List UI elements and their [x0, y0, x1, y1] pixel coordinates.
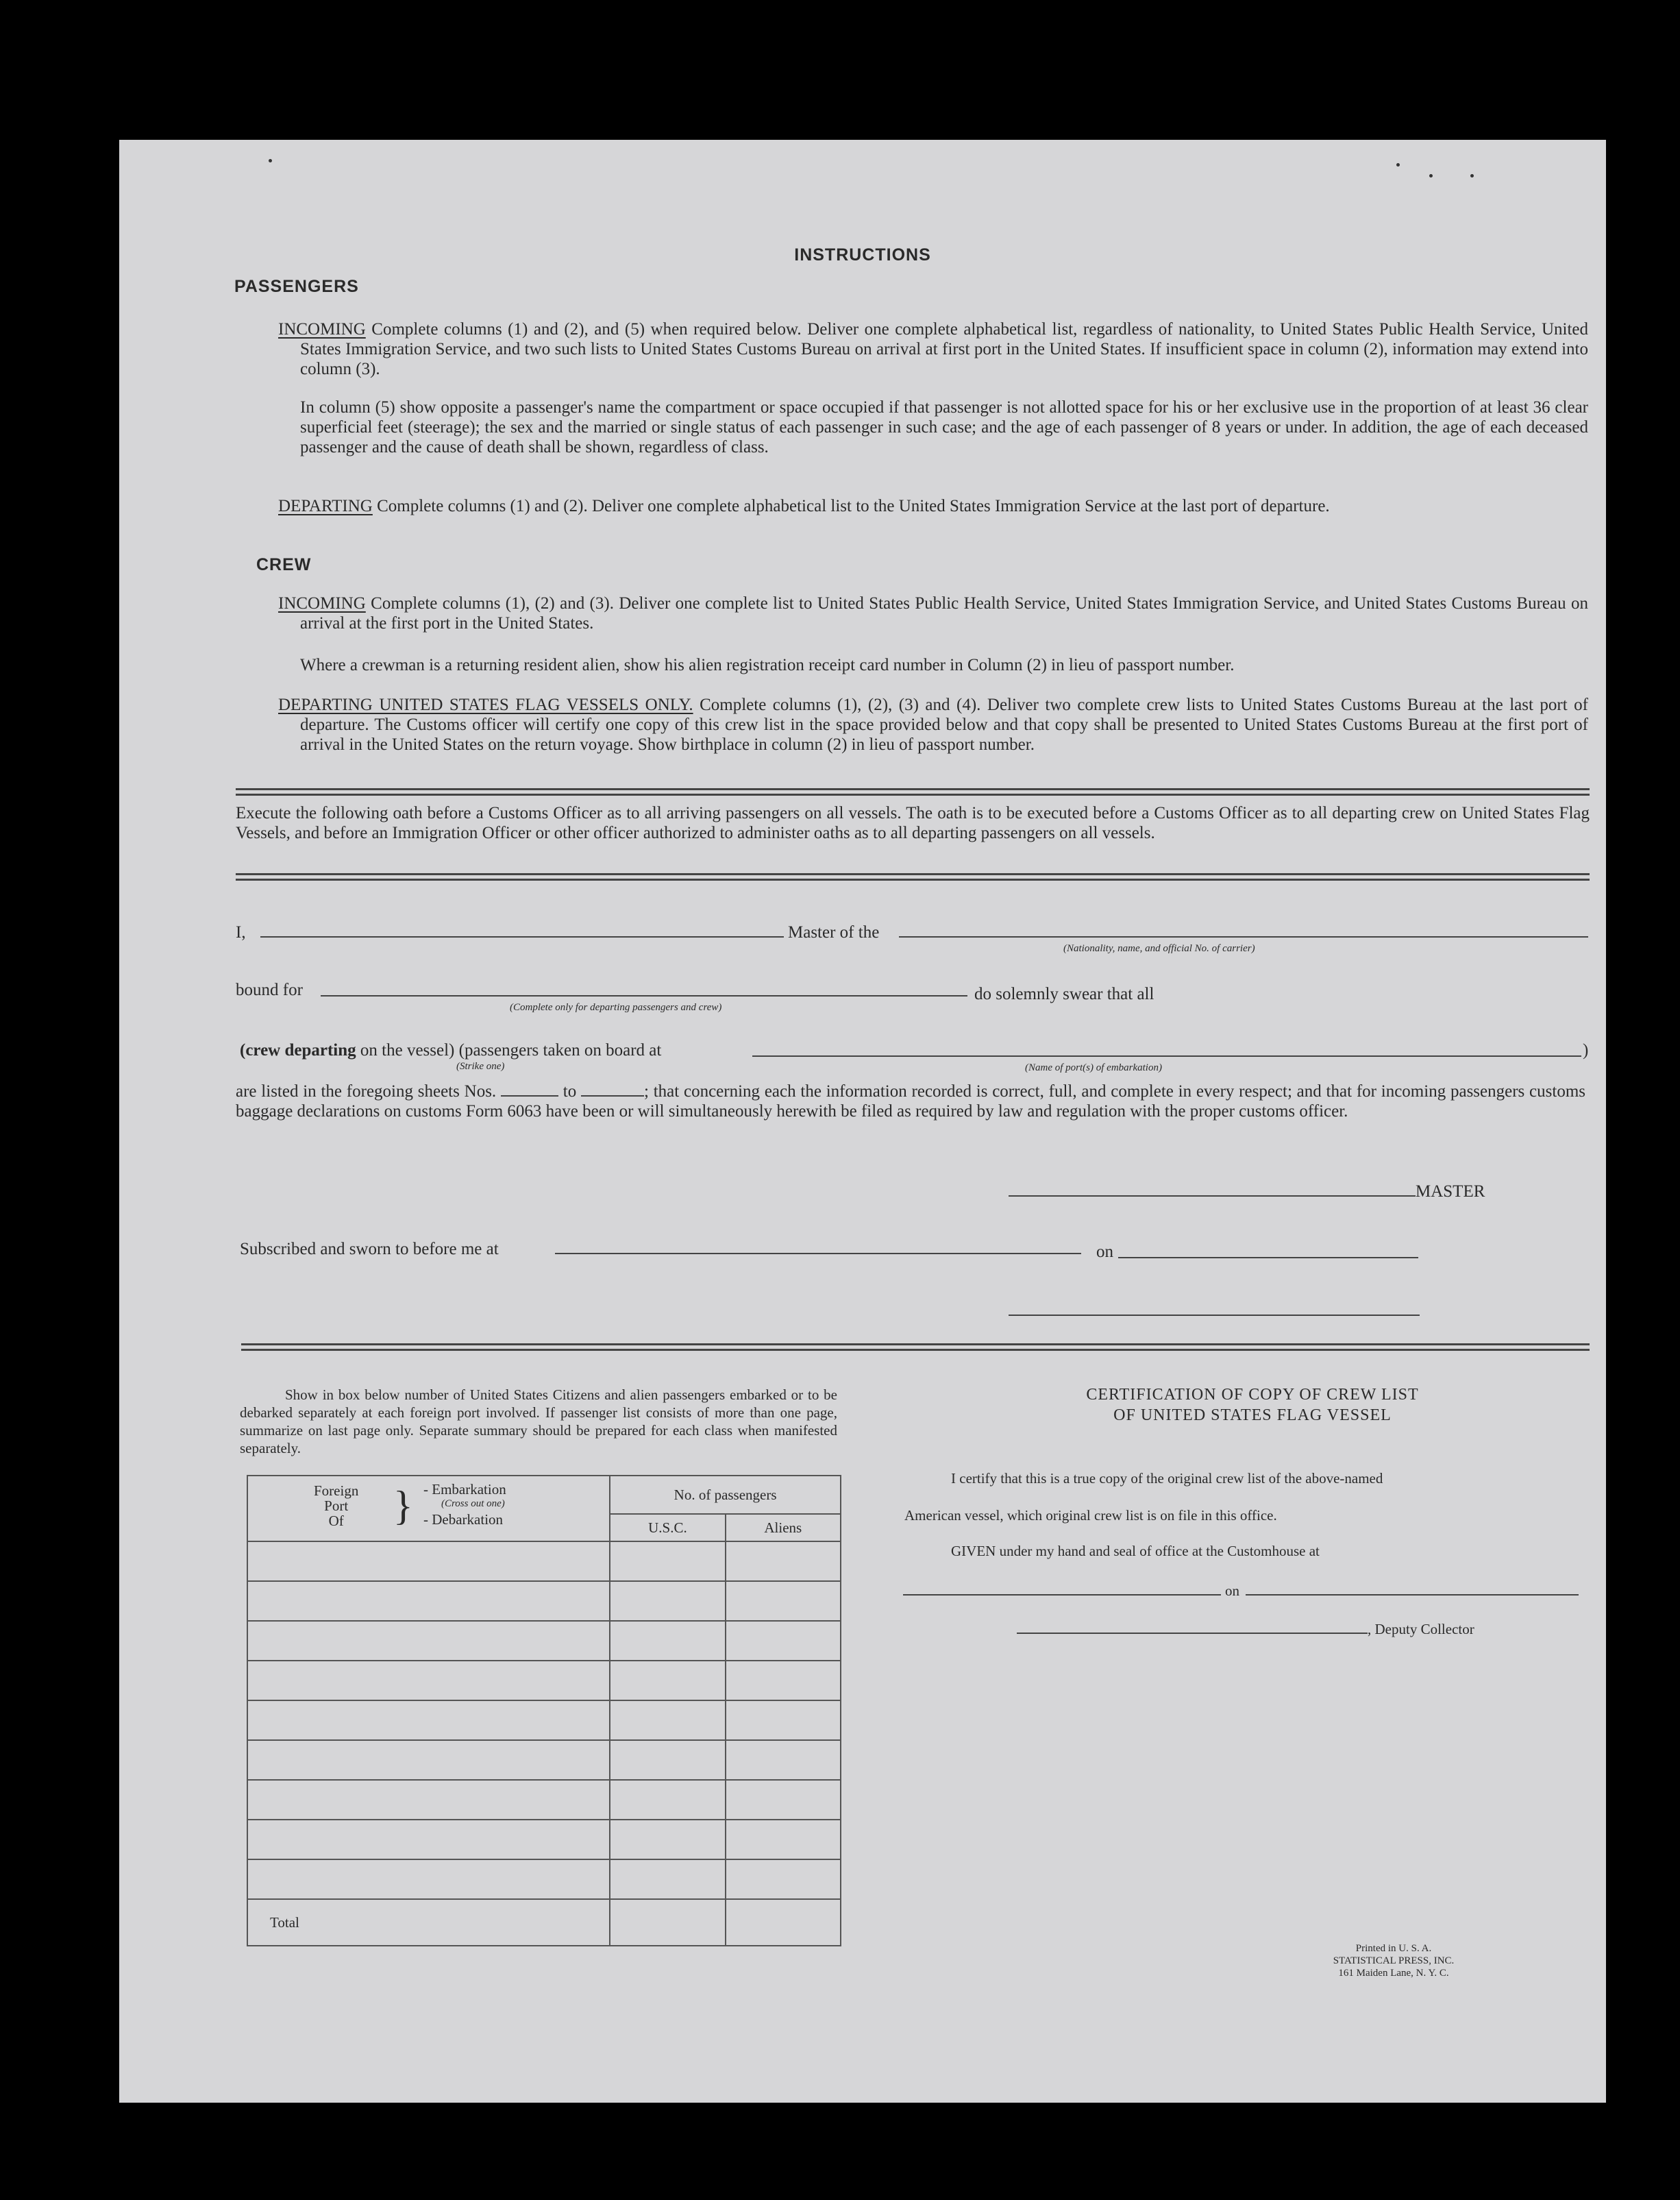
- usc-cell[interactable]: [610, 1820, 725, 1859]
- crew-incoming-paragraph: [278, 594, 1588, 633]
- crew-departing-line: [240, 1040, 661, 1060]
- passengers-taken-label: (passengers taken on board at: [458, 1041, 662, 1060]
- scan-speck: [1429, 174, 1433, 178]
- bound-for-field[interactable]: [321, 995, 967, 997]
- table-row: [247, 1780, 841, 1820]
- incoming-label: INCOMING: [278, 320, 366, 339]
- subscribed-label: Subscribed and sworn to before me at: [240, 1240, 499, 1258]
- to-label: to: [563, 1082, 577, 1101]
- crewman-paragraph: Where a crewman is a returning resident alien, show his alien registration receipt card number in Column (2) in lieu of passport number.: [300, 656, 1235, 674]
- subscribed-date-field[interactable]: [1118, 1257, 1418, 1258]
- aliens-cell[interactable]: [726, 1780, 841, 1820]
- usc-cell[interactable]: [610, 1621, 725, 1661]
- aliens-cell[interactable]: [726, 1661, 841, 1700]
- aliens-cell[interactable]: [726, 1820, 841, 1859]
- crew-incoming-text: Complete columns (1), (2) and (3). Deliver one complete list to United States Public Health Service, United States Immigration Service, and United States Customs Bureau on arrival at the first port in the United States.: [300, 594, 1588, 633]
- aliens-cell[interactable]: [726, 1700, 841, 1740]
- double-rule: [236, 788, 1590, 796]
- debarkation-label: - Debarkation: [423, 1511, 504, 1528]
- solemnly-swear-label: do solemnly swear that all: [974, 985, 1154, 1003]
- usc-cell[interactable]: [610, 1859, 725, 1899]
- no-of-passengers-header: No. of passengers: [610, 1476, 841, 1514]
- strike-one-caption: (Strike one): [456, 1061, 505, 1072]
- listed-rest: ; that concerning each the information recorded is correct, full, and complete in every respect; and that for incoming passengers customs baggage declarations on customs Form 6063 have been or will simultaneously herewith be filed as required by law and regulation with the proper customs officer.: [236, 1082, 1586, 1121]
- usc-cell[interactable]: [610, 1581, 725, 1621]
- aliens-cell[interactable]: [726, 1859, 841, 1899]
- certification-on-label: on: [1225, 1582, 1239, 1599]
- foreign-port-of-label: Foreign Port Of: [314, 1482, 359, 1529]
- total-label: Total: [247, 1899, 610, 1946]
- double-rule: [241, 1343, 1590, 1351]
- oath-instructions: Execute the following oath before a Customs Officer as to all arriving passengers on all vessels. The oath is to be executed before a Customs Officer as to all departing crew on United States Flag Vessels, and before an Immigration Officer or other officer authorized to administer oaths as to all departing passengers on all vessels.: [236, 804, 1590, 842]
- aliens-cell[interactable]: [726, 1581, 841, 1621]
- departing-flag-paragraph: [278, 695, 1588, 755]
- table-row: [247, 1820, 841, 1859]
- scan-speck: [1396, 163, 1400, 167]
- certify-line2: American vessel, which original crew list is on file in this office.: [904, 1507, 1277, 1524]
- crew-heading: CREW: [256, 555, 312, 574]
- table-row: [247, 1661, 841, 1700]
- given-line: GIVEN under my hand and seal of office at the Customhouse at: [951, 1543, 1320, 1559]
- port-cell[interactable]: [247, 1859, 610, 1899]
- usc-cell[interactable]: [610, 1700, 725, 1740]
- master-name-field[interactable]: [260, 936, 784, 938]
- port-cell[interactable]: [247, 1661, 610, 1700]
- port-cell[interactable]: [247, 1820, 610, 1859]
- complete-only-caption: (Complete only for departing passengers and crew): [510, 1002, 722, 1013]
- master-signature-field[interactable]: [1009, 1195, 1416, 1197]
- crew-departing-label: (crew departing: [240, 1041, 356, 1060]
- listed-paragraph: [236, 1081, 1585, 1121]
- table-row: [247, 1541, 841, 1581]
- total-aliens-cell[interactable]: [726, 1899, 841, 1946]
- crew-incoming-label: INCOMING: [278, 594, 366, 613]
- oath-i-label: I,: [236, 923, 246, 942]
- ports-field[interactable]: [752, 1055, 1581, 1057]
- table-row: [247, 1700, 841, 1740]
- usc-cell[interactable]: [610, 1780, 725, 1820]
- port-cell[interactable]: [247, 1780, 610, 1820]
- table-row: [247, 1740, 841, 1780]
- usc-cell[interactable]: [610, 1661, 725, 1700]
- port-cell[interactable]: [247, 1700, 610, 1740]
- total-usc-cell[interactable]: [610, 1899, 725, 1946]
- port-cell[interactable]: [247, 1541, 610, 1581]
- port-cell[interactable]: [247, 1621, 610, 1661]
- usc-cell[interactable]: [610, 1740, 725, 1780]
- usc-header: U.S.C.: [610, 1514, 725, 1541]
- certify-line1: I certify that this is a true copy of the original crew list of the above-named: [951, 1470, 1383, 1487]
- double-rule: [236, 873, 1590, 881]
- deputy-signature-field[interactable]: [1017, 1633, 1368, 1634]
- aliens-cell[interactable]: [726, 1740, 841, 1780]
- departing-label: DEPARTING: [278, 497, 373, 515]
- usc-cell[interactable]: [610, 1541, 725, 1581]
- deputy-collector-label: , Deputy Collector: [1368, 1621, 1474, 1637]
- passengers-departing-paragraph: [278, 496, 1588, 516]
- certification-title-line1: CERTIFICATION OF COPY OF CREW LIST: [1086, 1386, 1419, 1404]
- certification-date-field[interactable]: [1246, 1594, 1579, 1596]
- passengers-incoming-paragraph: [278, 319, 1588, 379]
- summary-note: Show in box below number of United States Citizens and alien passengers embarked or to be debarked separately at each foreign port involved. If passenger list consists of more than one page, summarize on last page only. Separate summary should be prepared for each class when manifested separately.: [240, 1386, 837, 1456]
- printer-imprint: Printed in U. S. A. STATISTICAL PRESS, INC. 161 Maiden Lane, N. Y. C.: [1333, 1943, 1455, 1979]
- cross-out-one-caption: (Cross out one): [441, 1498, 505, 1509]
- brace: }: [393, 1483, 413, 1528]
- incoming-text: Complete columns (1) and (2), and (5) when required below. Deliver one complete alphabetical list, regardless of nationality, to United States Public Health Service, United States Immigration Service, and two such lists to United States Customs Bureau on arrival at first port in the United States. If insufficient space in column (2), information may extend into column (3).: [300, 320, 1589, 378]
- departing-flag-text: Complete columns (1), (2), (3) and (4). Deliver two complete crew lists to United States Customs Bureau at the last port of departure. The Customs officer will certify one copy of this crew list in the space provided below and that copy shall be presented to United States Customs Bureau at the first port of arrival in the United States on the return voyage. Show birthplace in column (2) in lieu of passport number.: [300, 696, 1588, 754]
- nationality-caption: (Nationality, name, and official No. of carrier): [1063, 943, 1255, 954]
- subscribed-place-field[interactable]: [555, 1253, 1081, 1254]
- on-the-vessel-label: on the vessel): [360, 1041, 455, 1060]
- aliens-cell[interactable]: [726, 1541, 841, 1581]
- embarkation-label: - Embarkation: [423, 1481, 506, 1498]
- aliens-cell[interactable]: [726, 1621, 841, 1661]
- scan-speck: [269, 159, 272, 162]
- subscribed-on-label: on: [1096, 1243, 1113, 1261]
- carrier-field[interactable]: [899, 936, 1588, 938]
- form-page: [119, 140, 1606, 2103]
- departing-flag-label: DEPARTING UNITED STATES FLAG VESSELS ONLY.: [278, 696, 693, 714]
- total-row: [247, 1899, 841, 1946]
- sheets-to-field[interactable]: [581, 1083, 644, 1097]
- port-cell[interactable]: [247, 1581, 610, 1621]
- port-cell[interactable]: [247, 1740, 610, 1780]
- master-of-the-label: Master of the: [788, 923, 880, 942]
- sheets-from-field[interactable]: [501, 1083, 558, 1097]
- column5-paragraph: In column (5) show opposite a passenger's name the compartment or space occupied if that passenger is not allotted space for his or her exclusive use in the proportion of at least 36 clear superficial feet (steerage); the sex and the married or single status of each passenger in such case; and the age of each passenger of 8 years or under. In addition, the age of each deceased passenger and the cause of death shall be shown, regardless of class.: [300, 398, 1588, 456]
- table-row: [247, 1859, 841, 1899]
- close-paren: ): [1583, 1041, 1589, 1060]
- certification-title: [1006, 1384, 1499, 1426]
- listed-prefix: are listed in the foregoing sheets Nos.: [236, 1082, 497, 1101]
- scan-speck: [1470, 174, 1474, 178]
- officer-signature-field[interactable]: [1009, 1315, 1420, 1316]
- passenger-summary-table: [247, 1475, 841, 1946]
- ports-caption: (Name of port(s) of embarkation): [1025, 1062, 1162, 1073]
- certification-title-line2: OF UNITED STATES FLAG VESSEL: [1113, 1406, 1392, 1424]
- departing-text: Complete columns (1) and (2). Deliver one complete alphabetical list to the United States Immigration Service at the last port of departure.: [377, 497, 1330, 515]
- instructions-title: INSTRUCTIONS: [794, 245, 931, 265]
- table-row: [247, 1621, 841, 1661]
- table-row: [247, 1581, 841, 1621]
- bound-for-label: bound for: [236, 981, 303, 999]
- passengers-heading: PASSENGERS: [234, 277, 359, 296]
- aliens-header: Aliens: [726, 1514, 841, 1541]
- customhouse-field[interactable]: [903, 1594, 1221, 1596]
- master-label: MASTER: [1416, 1182, 1485, 1201]
- foreign-port-header: [247, 1476, 610, 1541]
